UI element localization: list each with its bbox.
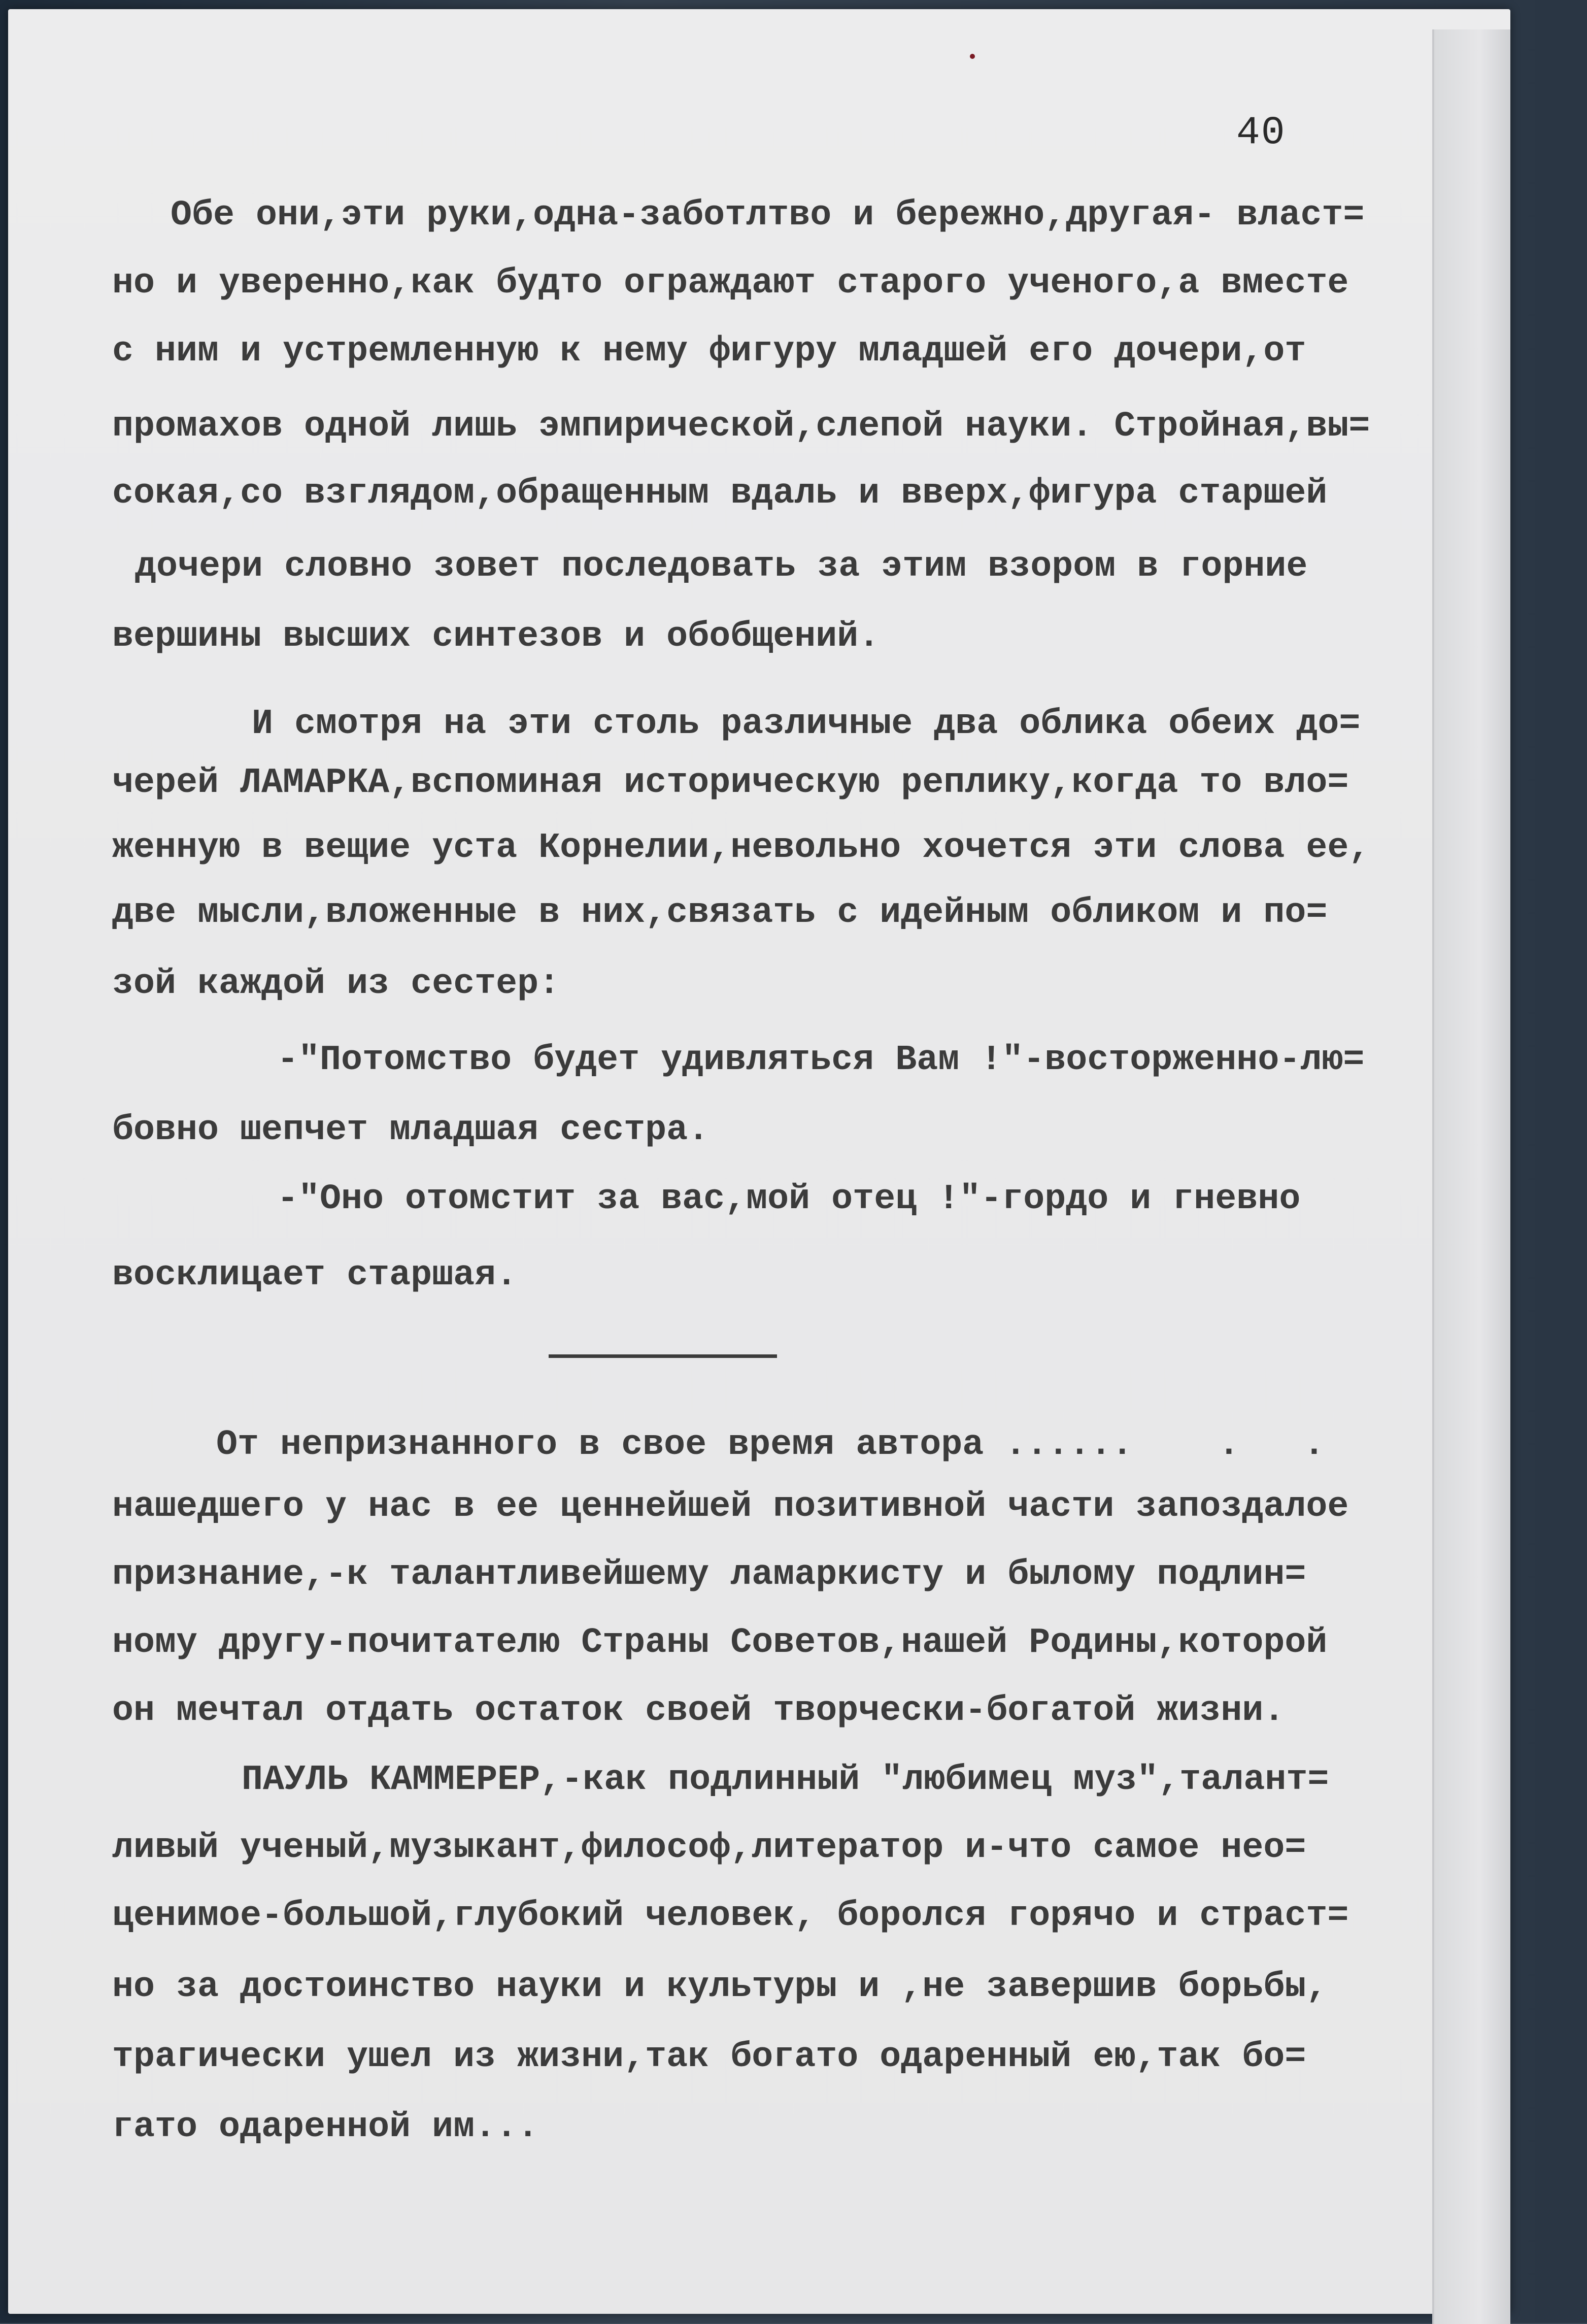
text-line: бовно шепчет младшая сестра.	[112, 1110, 710, 1150]
text-line: От непризнанного в свое время автора ...... . .	[216, 1425, 1325, 1465]
text-line: с ним и устремленную к нему фигуру младшей его дочери,от	[112, 331, 1306, 372]
text-line: он мечтал отдать остаток своей творчески-богатой жизни.	[112, 1691, 1285, 1731]
text-line: ному другу-почитателю Страны Советов,нашей Родины,которой	[112, 1623, 1328, 1663]
text-line: И смотря на эти столь различные два облика обеих до=	[252, 704, 1361, 744]
text-line: -"Потомство будет удивляться Вам !"-восторженно-лю=	[277, 1040, 1365, 1080]
text-line: сокая,со взглядом,обращенным вдаль и вверх,фигура старшей	[112, 474, 1328, 514]
text-line: трагически ушел из жизни,так богато одаренный ею,так бо=	[112, 2037, 1306, 2077]
text-line: промахов одной лишь эмпирической,слепой науки. Стройная,вы=	[112, 407, 1370, 447]
text-line: дочери словно зовет последовать за этим взором в горние	[135, 547, 1308, 587]
text-line: признание,-к талантливейшему ламаркисту и былому подлин=	[112, 1555, 1306, 1595]
text-line: черей ЛАМАРКА,вспоминая историческую реплику,когда то вло=	[112, 763, 1349, 803]
ink-speck	[970, 54, 975, 59]
text-line: восклицает старшая.	[112, 1255, 518, 1296]
section-divider	[549, 1354, 777, 1358]
text-line: -"Оно отомстит за вас,мой отец !"-гордо и гневно	[277, 1179, 1301, 1219]
page-number: 40	[1236, 111, 1286, 155]
text-line: Обе они,эти руки,одна-заботлтво и бережно,другая- власт=	[171, 195, 1365, 236]
text-line: нашедшего у нас в ее ценнейшей позитивной части запоздалое	[112, 1487, 1349, 1527]
text-line: но и уверенно,как будто ограждают старого ученого,а вместе	[112, 263, 1349, 304]
text-line: гато одаренной им...	[112, 2107, 539, 2147]
text-line: вершины высших синтезов и обобщений.	[112, 617, 880, 657]
document-page	[8, 9, 1510, 2314]
text-line: две мысли,вложенные в них,связать с идейным обликом и по=	[112, 893, 1328, 933]
text-line: зой каждой из сестер:	[112, 964, 560, 1004]
text-line: ПАУЛЬ КАММЕРЕР,-как подлинный "любимец муз",талант=	[242, 1760, 1329, 1800]
text-line: ценимое-большой,глубокий человек, боролся горячо и страст=	[112, 1896, 1349, 1936]
page-underlay-edge	[1432, 29, 1510, 2324]
text-line: ливый ученый,музыкант,философ,литератор и-что самое нео=	[112, 1828, 1306, 1868]
text-line: женную в вещие уста Корнелии,невольно хочется эти слова ее,	[112, 828, 1370, 868]
text-line: но за достоинство науки и культуры и ,не завершив борьбы,	[112, 1967, 1328, 2007]
